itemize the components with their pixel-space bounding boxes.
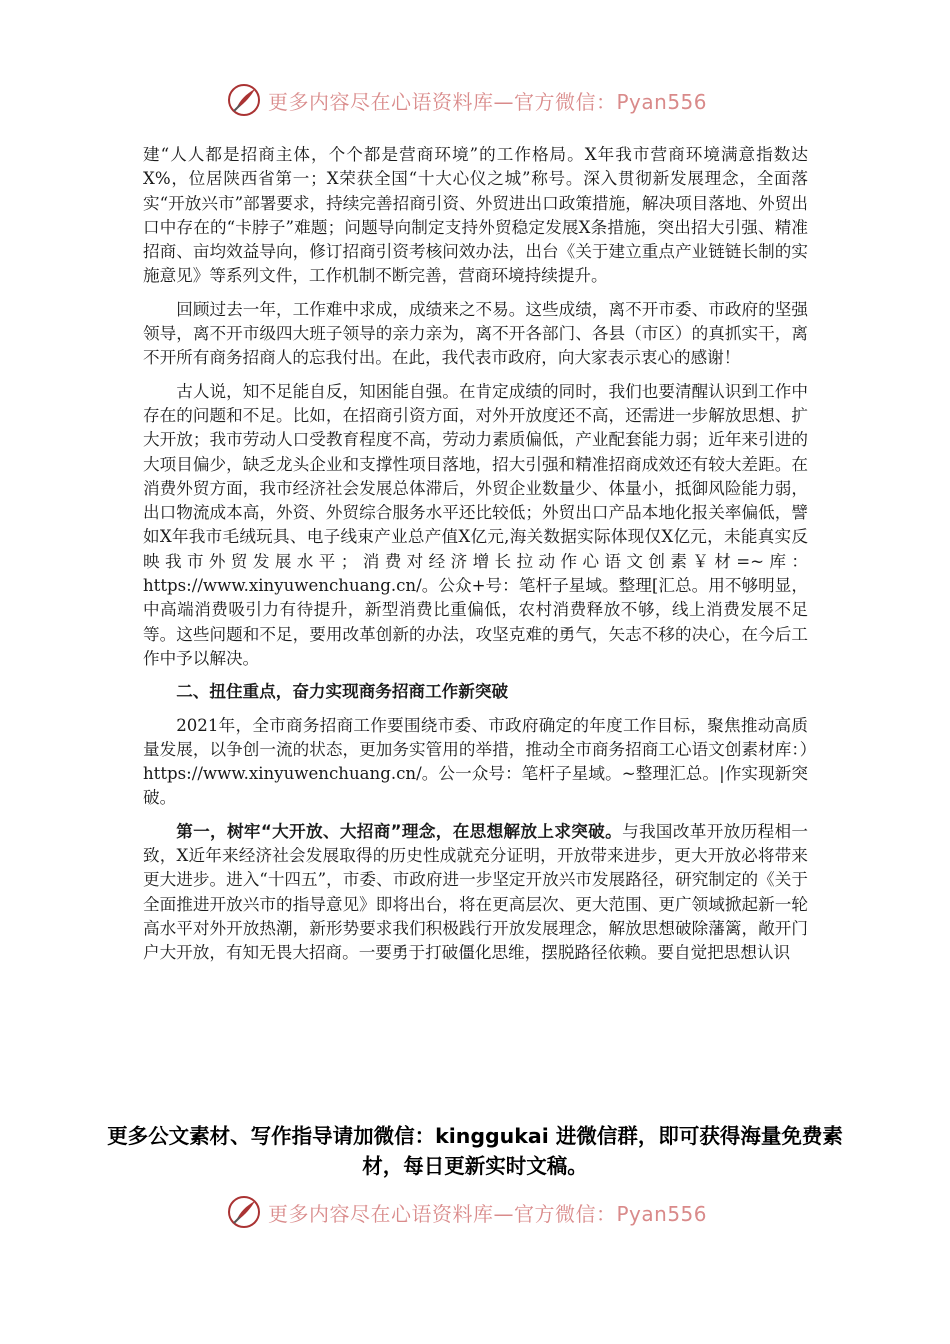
- bottom-banner: [226, 1194, 746, 1230]
- banner-text: 更多内容尽在心语资料库—官方微信：Pyan556: [268, 1201, 708, 1226]
- top-banner: [226, 82, 746, 118]
- quill-pen-logo-icon: [226, 82, 262, 118]
- banner-text: 更多内容尽在心语资料库—官方微信：Pyan556: [268, 89, 708, 114]
- footer-note: 更多公文素材、写作指导请加微信：kinggukai 进微信群，即可获得海量免费素材，每日更新实时文稿。: [107, 1124, 843, 1178]
- first-point-bold-lead: 第一，树牢“大开放、大招商”理念，在思想解放上求突破。: [176, 821, 623, 841]
- document-body: [143, 143, 808, 975]
- paragraph-problems: 古人说，知不足能自反，知困能自强。在肯定成绩的同时，我们也要清醒认识到工作中存在的问题和不足。比如，在招商引资方面，对外开放度还不高，还需进一步解放思想、扩大开放；我市劳动人口受教育程度不高，劳动力素质偏低，产业配套能力弱；近年来引进的大项目偏少，缺乏龙头企业和支撑性项目落地，招大引强和精准招商成效还有较大差距。在消费外贸方面，我市经济社会发展总体滞后，外贸企业数量少、体量小，抵御风险能力弱，出口物流成本高，外资、外贸综合服务水平还比较低；外贸出口产品本地化报关率偏低，譬如X年我市毛绒玩具、电子线束产业总产值X亿元,海关数据实际体现仅X亿元，未能真实反映我市外贸发展水平；消费对经济增长拉动作心语文创素￥材=~库：https://www.xinyuwenchuang.cn/。公众+号：笔杆子星域。整理[汇总。用不够明显，中高端消费吸引力有待提升，新型消费比重偏低，农村消费释放不够，线上消费发展不足等。这些问题和不足，要用改革创新的办法，攻坚克难的勇气，矢志不移的决心，在今后工作中予以解决。: [143, 381, 808, 668]
- paragraph-review: 回顾过去一年，工作难中求成，成绩来之不易。这些成绩，离不开市委、市政府的坚强领导，离不开市级四大班子领导的亲力亲为，离不开各部门、各县（市区）的真抓实干，离不开所有商务招商人的忘我付出。在此，我代表市政府，向大家表示衷心的感谢！: [143, 299, 808, 368]
- quill-pen-logo-icon: [226, 1194, 262, 1230]
- first-point-text: 与我国改革开放历程相一致，X近年来经济社会发展取得的历史性成就充分证明，开放带来进步，更大开放必将带来更大进步。进入“十四五”，市委、市政府进一步坚定开放兴市发展路径，研究制定的《关于全面推进开放兴市的指导意见》即将出台，将在更高层次、更大范围、更广领域掀起新一轮高水平对外开放热潮，新形势要求我们积极践行开放发展理念，解放思想破除藩篱，敞开门户大开放，有知无畏大招商。一要勇于打破僵化思维，摆脱路径依赖。要自觉把思想认识: [143, 821, 809, 963]
- paragraph-2021: 2021年，全市商务招商工作要围绕市委、市政府确定的年度工作目标，聚焦推动高质量发展，以争创一流的状态，更加务实管用的举措，推动全市商务招商工心语文创素材库：）https://www.xinyuwenchuang.cn/。公一众号：笔杆子星域。~整理汇总。|作实现新突破。: [143, 715, 808, 808]
- section-heading: 二、扭住重点，奋力实现商务招商工作新突破: [176, 682, 509, 702]
- paragraph-continuation: 建“人人都是招商主体，个个都是营商环境”的工作格局。X年我市营商环境满意指数达X%，位居陕西省第一；X荣获全国“十大心仪之城”称号。深入贯彻新发展理念，全面落实“开放兴市”部署要求，持续完善招商引资、外贸进出口政策措施，解决项目落地、外贸出口中存在的“卡脖子”难题；问题导向制定支持外贸稳定发展X条措施，突出招大引强、精准招商、亩均效益导向，修订招商引资考核问效办法，出台《关于建立重点产业链链长制的实施意见》等系列文件，工作机制不断完善，营商环境持续提升。: [143, 145, 808, 286]
- paragraph-first-point: [143, 820, 808, 966]
